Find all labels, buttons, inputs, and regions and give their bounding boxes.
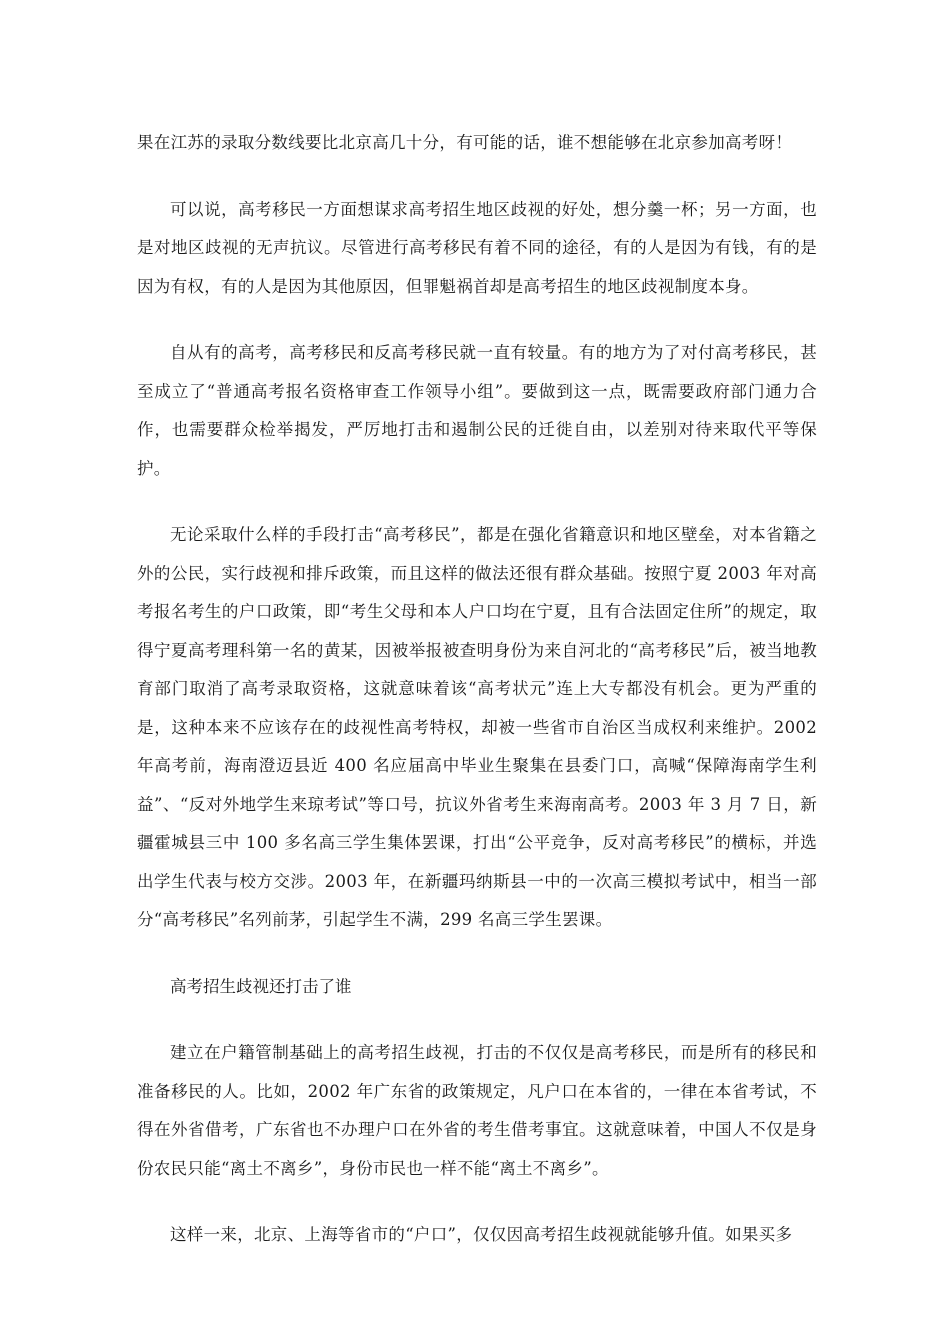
paragraph: 无论采取什么样的手段打击“高考移民”，都是在强化省籍意识和地区壁垒，对本省籍之外的公民，实行歧视和排斥政策，而且这样的做法还很有群众基础。按照宁夏 2003 年对高考报名考生的户口政策，即“考生父母和本人户口均在宁夏，且有合法固定住所”的规定，取得宁夏高考理科第一名的黄某，因被举报被查明身份为来自河北的“高考移民”后，被当地教育部门取消了高考录取资格，这就意味着该“高考状元”连上大专都没有机会。更为严重的是，这种本来不应该存在的歧视性高考特权，却被一些省市自治区当成权利来维护。2002 年高考前，海南澄迈县近 400 名应届高中毕业生聚集在县委门口，高喊“保障海南学生利益”、“反对外地学生来琼考试”等口号，抗议外省考生来海南高考。2003 年 3 月 7 日，新疆霍城县三中 100 多名高三学生集体罢课，打出“公平竞争，反对高考移民”的横标，并选出学生代表与校方交涉。2003 年，在新疆玛纳斯县一中的一次高三模拟考试中，相当一部分“高考移民”名列前茅，引起学生不满，299 名高三学生罢课。: [137, 525, 817, 929]
section-heading: 高考招生歧视还打击了谁: [170, 976, 352, 996]
paragraph: 自从有的高考，高考移民和反高考移民就一直有较量。有的地方为了对付高考移民，甚至成立了“普通高考报名资格审查工作领导小组”。要做到这一点，既需要政府部门通力合作，也需要群众检举揭发，严厉地打击和遏制公民的迁徙自由，以差别对待来取代平等保护。: [137, 343, 817, 478]
paragraph: 这样一来，北京、上海等省市的“户口”，仅仅因高考招生歧视就能够升值。如果买多: [170, 1225, 793, 1244]
paragraph: 可以说，高考移民一方面想谋求高考招生地区歧视的好处，想分羹一杯；另一方面，也是对地区歧视的无声抗议。尽管进行高考移民有着不同的途径，有的人是因为有钱，有的是因为有权，有的人是因为其他原因，但罪魁祸首却是高考招生的地区歧视制度本身。: [137, 199, 817, 296]
document-body: [137, 124, 817, 1283]
paragraph: 建立在户籍管制基础上的高考招生歧视，打击的不仅仅是高考移民，而是所有的移民和准备移民的人。比如，2002 年广东省的政策规定，凡户口在本省的，一律在本省考试，不得在外省借考，广东省也不办理户口在外省的考生借考事宜。这就意味着，中国人不仅是身份农民只能“离土不离乡”，身份市民也一样不能“离土不离乡”。: [137, 1043, 817, 1178]
paragraph-continuation: 果在江苏的录取分数线要比北京高几十分，有可能的话，谁不想能够在北京参加高考呀！: [137, 133, 793, 152]
